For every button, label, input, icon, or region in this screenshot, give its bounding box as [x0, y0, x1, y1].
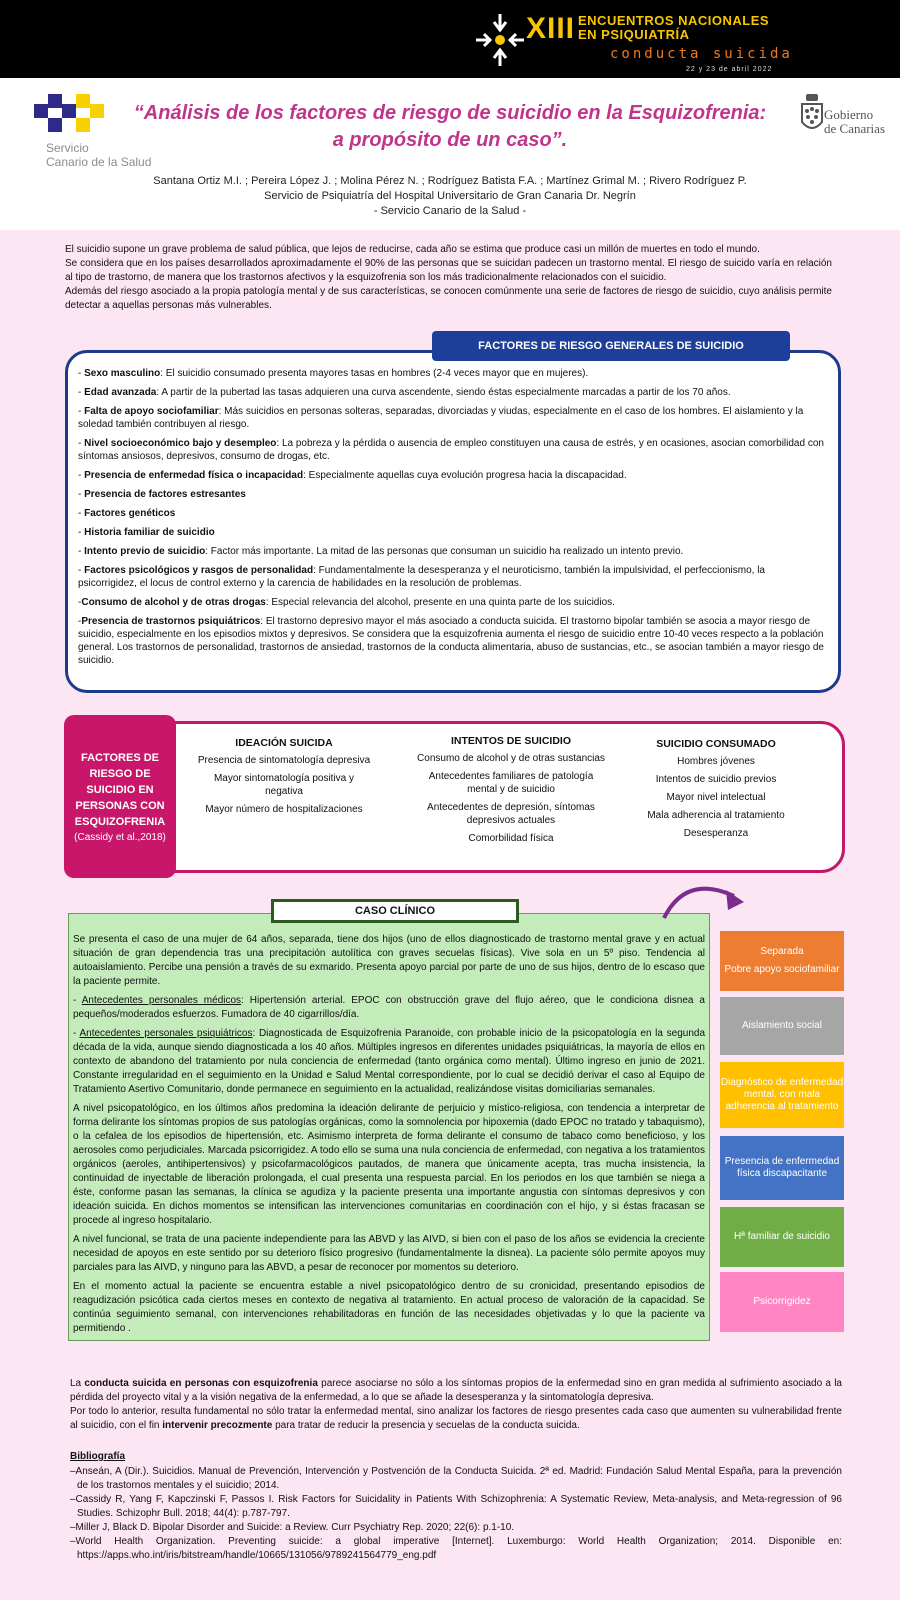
list-item: Mala adherencia al tratamiento: [647, 810, 785, 821]
list-item: Desesperanza: [683, 828, 749, 839]
schizo-risk-label: FACTORES DE RIESGO DE SUICIDIO EN PERSONAS CON ESQUIZOFRENIA (Cassidy et al.,2018): [64, 715, 176, 878]
list-item: Antecedentes de depresión, síntomas depresivos actuales: [427, 802, 595, 826]
factor-box-separada: Separada Pobre apoyo sociofamiliar: [720, 931, 844, 991]
list-item: Comorbilidad física: [468, 833, 554, 844]
authors-block: [100, 174, 800, 219]
clinical-case-heading: CASO CLÍNICO: [271, 899, 519, 923]
list-item: - Historia familiar de suicidio: [78, 527, 215, 538]
list-item: Mayor sintomatología positiva y negativa: [213, 773, 355, 797]
list-item: –Cassidy R, Yang F, Kapczinski F, Passos I. Risk Factors for Suicidality in Patients With Schizophrenia: A Systematic Review, Meta-analysis, and Meta-regression of 96 Studies. Schizophr Bull. 2018; 44(4): p.787-797.: [70, 1494, 842, 1519]
list-item: -Presencia de trastornos psiquiátricos: El trastorno depresivo mayor el más asociado a conducta suicida. El trastorno bipolar también se asocia a mayor riesgo de suicidio, especialmente en los episodios mixtos y depresivos. Se considera que la esquizofrenia aumenta el riesgo de suicidio entre 10-40 veces respecto a la población general. Los trastornos de personalidad, trastornos de ansiedad, trastornos de la conducta alimentaria, abuso de sustancias, etc., se asocian también a mayor riesgo de suicidio.: [78, 616, 824, 666]
curved-arrow-icon: [656, 882, 760, 922]
general-risk-heading: FACTORES DE RIESGO GENERALES DE SUICIDIO: [432, 331, 790, 361]
poster-title: “Análisis de los factores de riesgo de suicidio en la Esquizofrenia: a propósito de un caso”.: [133, 102, 767, 151]
list-item: –Anseán, A (Dir.). Suicidios. Manual de Prevención, Intervención y Postvención de la Conducta Suicida. 2ª ed. Madrid: Fundación Salud Mental España, para la prevención de los trastornos mentales y el suicidio; 2014.: [70, 1466, 842, 1491]
factor-box-diagnostico: Diagnóstico de enfermedad mental, con mala adherencia al tratamiento: [720, 1062, 844, 1128]
bibliography: [70, 1450, 842, 1563]
schizo-column-attempts: INTENTOS DE SUICIDIO Consumo de alcohol y de otras sustancias Antecedentes familiares de patología mental y de suicidio Antecedentes de depresión, síntomas depresivos actuales Comorbilidad física: [417, 735, 605, 844]
list-item: Intentos de suicidio previos: [655, 774, 777, 785]
list-item: - Presencia de factores estresantes: [78, 489, 246, 500]
intro-text: El suicidio supone un grave problema de salud pública, que lejos de reducirse, cada año se estima que produce casi un millón de muertes en todo el mundo. Se considera que en los países desarrollados aproximadamente el 90% de las personas que se suicidan padecen un trastorno mental. El riesgo de suicido varía en relación al tipo de trastorno, de manera que los trastornos afectivos y la esquizofrenia son los más tradicionalmente relacionados con el suicidio. Además del riesgo asociado a la propia patología mental y de sus características, se conocen comúnmente una serie de factores de riesgo de suicidio, cuyo análisis permite detectar a aquellas personas más vulnerables.: [65, 244, 832, 311]
schizo-column-completed: SUICIDIO CONSUMADO Hombres jóvenes Intentos de suicidio previos Mayor nivel intelectual Mala adherencia al tratamiento Desesperanza: [632, 738, 800, 845]
list-item: Mayor nivel intelectual: [666, 792, 766, 803]
list-item: Presencia de sintomatología depresiva: [197, 755, 371, 766]
authors: Santana Ortiz M.I. ; Pereira López J. ; Molina Pérez N. ; Rodríguez Batista F.A. ; Martínez Grimal M. ; Rivero Rodríguez P.: [153, 175, 747, 187]
event-banner: [0, 0, 900, 78]
list-item: - Intento previo de suicidio: Factor más importante. La mitad de las personas que consuman un suicidio ha realizado un intento previo.: [78, 546, 684, 557]
clinical-case-text: Se presenta el caso de una mujer de 64 años, separada, tiene dos hijos (uno de ellos diagnosticado de trastorno mental grave y en actual situación de gran dependencia tras una precipitación autolítica con graves secuelas físicas). Vive sola en un 5º piso. Tendencia al autoaislamiento. Percibe una pensión a través de su exmarido. Presenta apoyo parcial por parte de uno de sus hijos, dentro de lo escaso que la paciente permite. - Antecedentes personales médicos: Hipertensión arterial. EPOC con obstrucción grave del flujo aéreo, que le condiciona disnea a pequeños/moderados esfuerzos. Fumadora de 40 cigarrillos/día. - Antecedentes personales psiquiátricos: Diagnosticada de Esquizofrenia Paranoide, con probable inicio de la psicopatología en la segunda década de la vida, aunque siendo diagnosticada a los 40 años. Múltiples ingresos en diferentes unidades psiquiátricas, la mayoría de ellos en contexto de abandono del tratamiento por nula conciencia de enfermedad (tanto orgánica como mental). Último ingreso en junio de 2021. Constante irregularidad en el seguimiento en la Unidad e Salud Mental correspondiente, por lo cual se decidió derivar el caso al Equipo de Tratamiento Asertivo Comunitario, donde permanece en seguimiento en la actualidad, realizándose visitas domiciliarias semanales. A nivel psicopatológico, en los últimos años predomina la ideación delirante de perjuicio y místico-religiosa, con tendencia a interpretar de forma delirante los síntomas propios de sus patologías orgánicas, como la somnolencia por hipoxemia (dado EPOC no tratado y tabaquismo), o la cefalea de los episodios de hipertensión, etc. Asimismo interpreta de forma delirante el consumo de tabaco como beneficioso, y los aerosoles como perjudiciales. Marcada psicorrigidez. A todo ello se suma una nula conciencia de enfermedad, con negativa a los tratamientos orgánicos (aeroles, antihipertensivos) y psicofarmacológicos pautados, de manera que únicamente acepta, tras mucha insistencia, la continuidad de inyectable de liberación prolongada, el cual presenta una respuesta parcial. En los periodos en los que también se niega a éste, conforme pasan las semanas, la clínica se agudiza y la paciente presenta una importante angustia con síntomas depresivos y con ideación suicida. En dichos momentos se intensifican las intervenciones comunitarias en coordinación con el hijo, y si éstas fracasan se procede al ingreso hospitalario. A nivel funcional, se trata de una paciente independiente para las ABVD y las AIVD, si bien con el paso de los años se evidencia la creciente necesidad de apoyos en este sentido por su deterioro físico progresivo (fundamentalmente la disnea). La paciente sólo permite apoyos muy parciales para las AIVD, y ninguno para las ABVD, a pesar de reconocer por momentos su deterioro. En el momento actual la paciente se encuentra estable a nivel psicopatológico dentro de su cronicidad, presentando episodios de reagudización psicótica cada ciertos meses en contexto de negativa al tratamiento. En actual proceso de valoración de la capacidad. Se continúa seguimiento semanal, con intervenciones rehabilitadoras en función de las necesidades objetivadas y lo que la paciente va permitiendo .: [73, 934, 706, 1334]
event-date: 22 y 23 de abril 2022: [686, 66, 773, 73]
factor-box-aislamiento: Aislamiento social: [720, 997, 844, 1055]
factor-box-psicorrigidez: Psicorrigidez: [720, 1272, 844, 1332]
list-item: Mayor número de hospitalizaciones: [205, 804, 363, 815]
list-item: - Edad avanzada: A partir de la pubertad las tasas adquieren una curva ascendente, siendo éstas especialmente marcadas a partir de los 70 años.: [78, 387, 731, 398]
list-item: Consumo de alcohol y de otras sustancias: [417, 753, 605, 764]
factor-box-historia-familiar: Hª familiar de suicidio: [720, 1207, 844, 1267]
list-item: –Miller J, Black D. Bipolar Disorder and Suicide: a Review. Curr Psychiatry Rep. 2020; 22(6): p.1-10.: [70, 1522, 515, 1533]
affiliation-org: - Servicio Canario de la Salud -: [373, 205, 527, 217]
factor-box-enfermedad-fisica: Presencia de enfermedad física discapacitante: [720, 1136, 844, 1200]
gobierno-canarias-crest-icon: [798, 92, 826, 136]
event-logo-icon: [474, 12, 526, 68]
list-item: - Falta de apoyo sociofamiliar: Más suicidios en personas solteras, separadas, divorciadas y viudas, especialmente en el caso de los hombres. El aislamiento y la soledad también contribuyen al riesgo.: [78, 406, 804, 430]
conclusion-text: La conducta suicida en personas con esquizofrenia parece asociarse no sólo a los síntomas propios de la enfermedad sino en gran medida al sufrimiento asociado a la pérdida del proyecto vital y a la visión negativa de la enfermedad, a lo que se añade la desesperanza y la sintomatología depresiva. Por todo lo anterior, resulta fundamental no sólo tratar la enfermedad mental, sino analizar los factores de riesgo presentes cada caso que aumenten su vulnerabilidad frente al suicidio, con el fin intervenir precozmente para tratar de reducir la presencia y secuelas de la conducta suicida.: [70, 1378, 842, 1431]
schizo-citation: (Cassidy et al.,2018): [74, 832, 166, 843]
schizo-column-ideation: IDEACIÓN SUICIDA Presencia de sintomatología depresiva Mayor sintomatología positiva y negativa Mayor número de hospitalizaciones: [197, 737, 371, 815]
list-item: Antecedentes familiares de patología mental y de suicidio: [428, 771, 594, 795]
general-risk-list: [78, 367, 826, 673]
list-item: - Factores genéticos: [78, 508, 176, 519]
event-title-line1: ENCUENTROS NACIONALES: [578, 13, 770, 28]
affiliation: Servicio de Psiquiatría del Hospital Universitario de Gran Canaria Dr. Negrín: [264, 190, 636, 202]
event-title-line2: EN PSIQUIATRÍA: [578, 27, 690, 42]
scs-logo-icon: [34, 94, 104, 140]
list-item: - Factores psicológicos y rasgos de personalidad: Fundamentalmente la desesperanza y el neuroticismo, también la impulsividad, el perfeccionismo, la psicorrigidez, el locus de control externo y la carencia de habilidades en la resolución de problemas.: [78, 565, 765, 589]
scs-logo-text: Servicio Canario de la Salud: [46, 141, 152, 169]
bibliography-heading: Bibliografía: [70, 1451, 126, 1462]
event-subtitle: conducta suicida: [610, 46, 793, 62]
list-item: - Nivel socioeconómico bajo y desempleo: La pobreza y la pérdida o ausencia de empleo constituyen una causa de estrés, y en ocasiones, asocian comorbilidad con síntomas ansiosos, depresivos, consumo de drogas, etc.: [78, 438, 824, 462]
list-item: - Sexo masculino: El suicidio consumado presenta mayores tasas en hombres (2-4 veces mayor que en mujeres).: [78, 368, 589, 379]
list-item: Hombres jóvenes: [677, 756, 755, 767]
list-item: - Presencia de enfermedad física o incapacidad: Especialmente aquellas cuya evolución progresa hacia la discapacidad.: [78, 470, 627, 481]
gobierno-canarias-text: Gobierno de Canarias: [824, 107, 886, 136]
event-number: XIII: [526, 12, 576, 45]
list-item: –World Health Organization. Preventing suicide: a global imperative [Internet]. Luxemburgo: World Health Organization; 2014. Disponible en: https://apps.who.int/iris/bitstream/handle/10665/131056/9789241564779_eng.pdf: [70, 1536, 842, 1561]
list-item: -Consumo de alcohol y de otras drogas: Especial relevancia del alcohol, presente en una quinta parte de los suicidios.: [78, 597, 615, 608]
